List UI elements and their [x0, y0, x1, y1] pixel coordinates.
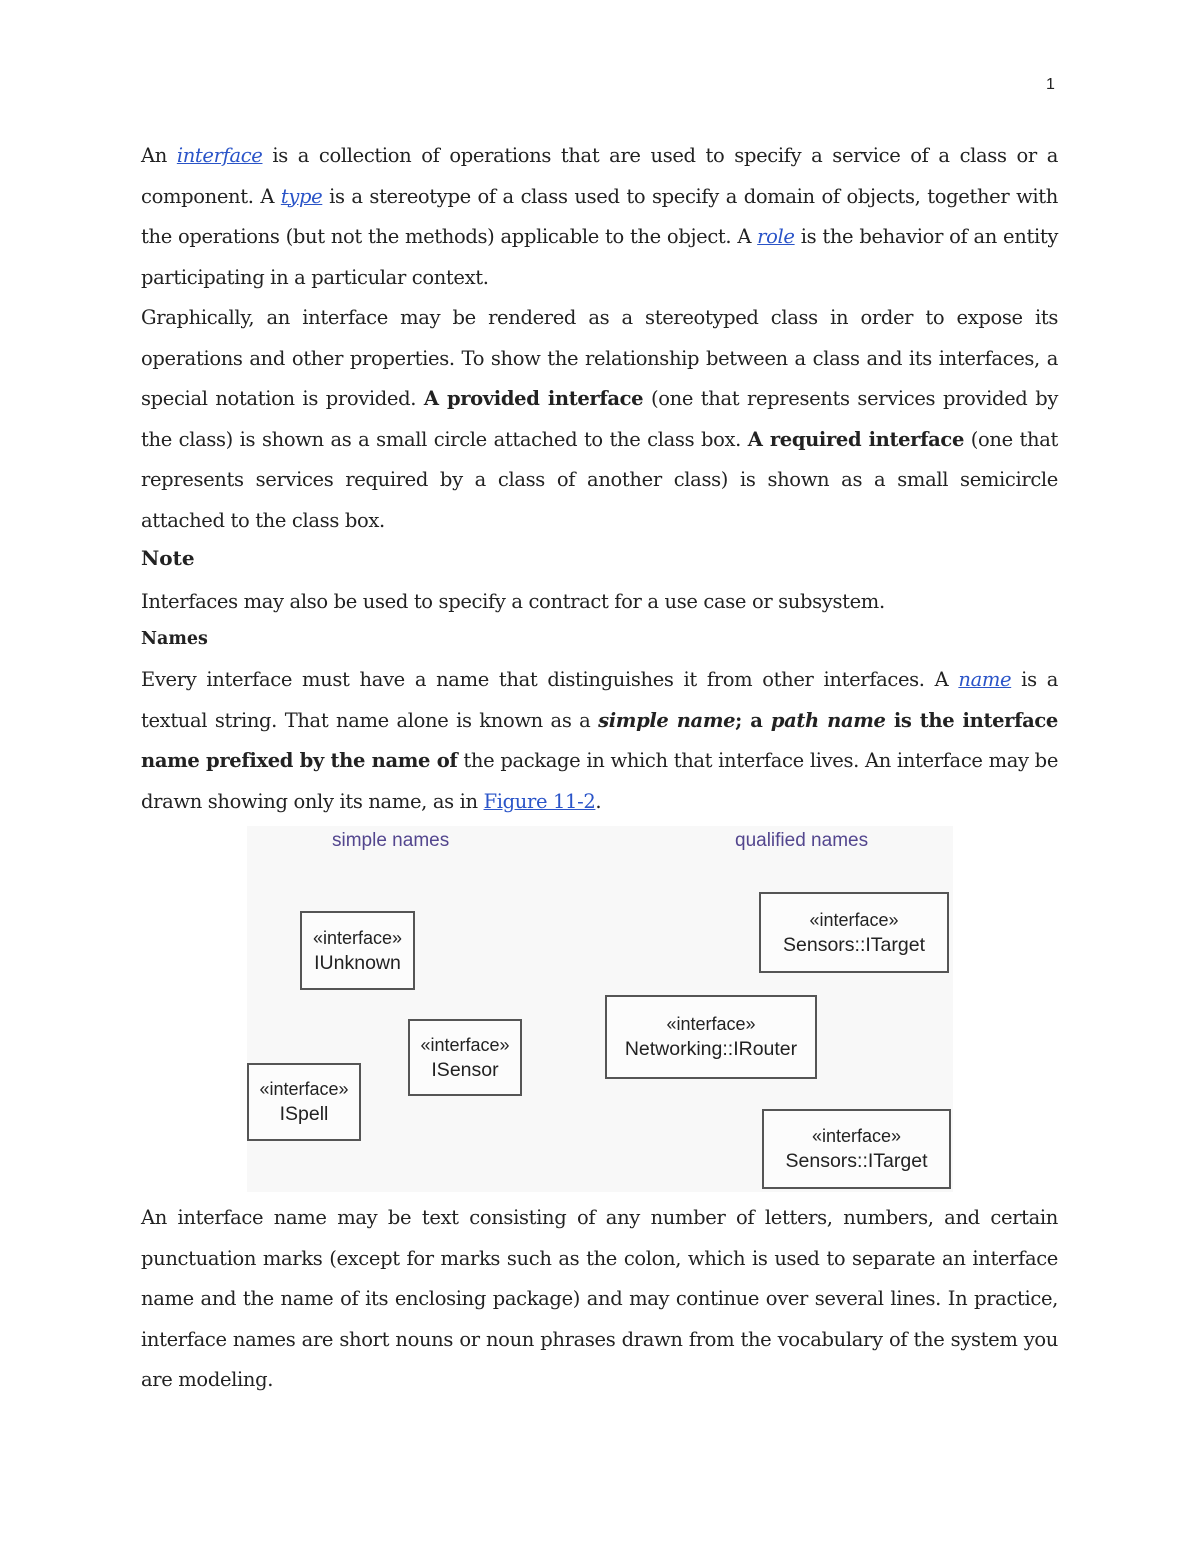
- provided-interface-term: A provided interface: [423, 387, 644, 410]
- paragraph-names: [141, 660, 1058, 822]
- stereotype-label: «interface»: [312, 927, 403, 948]
- sensors-itarget-interface-box: [759, 892, 949, 973]
- figure-11-2-link[interactable]: Figure 11-2: [483, 789, 596, 813]
- path-name-term: path name: [770, 708, 886, 732]
- para1-text-b: is a collection of operations that are used to specify a service of a class or a component. A: [141, 144, 1058, 208]
- para1-text-c: is a stereotype of a class used to specify a domain of objects, together with the operations (but not the methods) applicable to the object. A: [141, 184, 1059, 248]
- paragraph-interface-definition: [141, 136, 1058, 298]
- interface-name: Sensors::ITarget: [785, 1150, 928, 1172]
- para3-text-f: .: [595, 789, 602, 813]
- para2-text-c: (one that represents services required by a class of another class) is shown as a small semicircle attached to the class box.: [141, 427, 1058, 532]
- para3-text-e: the package in which that interface lives. An interface may be drawn showing only its name, as in: [141, 749, 1059, 813]
- para2-text-a: Graphically, an interface may be rendered as a stereotyped class in order to expose its operations and other properties. To show the relationship between a class and its interfaces, a special notation is provided.: [141, 306, 1058, 410]
- stereotype-label: «interface»: [666, 1014, 756, 1034]
- paragraph-name-rules: An interface name may be text consisting of any number of letters, numbers, and certain punctuation marks (except for marks such as the colon, which is used to separate an interface name and the name of its enclosing package) and may continue over several lines. In practice, interface names are short nouns or noun phrases drawn from the vocabulary of the system you are modeling.: [141, 1206, 1058, 1391]
- names-heading: Names: [141, 629, 208, 649]
- stereotype-label: «interface»: [420, 1034, 510, 1055]
- interface-names-figure: [247, 826, 953, 1192]
- note-heading: Note: [141, 546, 195, 570]
- page-number: 1: [1046, 76, 1055, 93]
- para1-text-a: An: [141, 144, 177, 167]
- role-term-link[interactable]: role: [757, 225, 795, 248]
- paragraph-graphical-rendering: [141, 298, 1058, 541]
- para3-text-c: ; a: [735, 708, 771, 732]
- required-interface-term: A required interface: [747, 427, 965, 451]
- simple-name-term: simple name: [598, 708, 736, 732]
- qualified-names-label: qualified names: [735, 830, 869, 851]
- interface-name: ISpell: [279, 1103, 329, 1125]
- interface-name: ISensor: [431, 1058, 499, 1081]
- sensors-itarget-interface-box-2: [762, 1109, 951, 1189]
- interface-term-link[interactable]: interface: [176, 144, 263, 167]
- para1-text-d: is the behavior of an entity participating in a particular context.: [141, 225, 1058, 289]
- para3-text-a: Every interface must have a name that distinguishes it from other interfaces. A: [141, 668, 959, 691]
- path-name-definition: is the interface name prefixed by the name of: [141, 708, 1058, 772]
- interface-name: Networking::IRouter: [624, 1038, 798, 1060]
- isensor-interface-box: [408, 1019, 522, 1096]
- interface-name: IUnknown: [314, 951, 401, 974]
- para2-text-b: (one that represents services provided by the class) is shown as a small circle attached to the class box.: [141, 387, 1058, 451]
- note-text: Interfaces may also be used to specify a contract for a use case or subsystem.: [141, 590, 885, 613]
- networking-irouter-interface-box: [605, 995, 817, 1079]
- ispell-interface-box: [247, 1063, 361, 1141]
- stereotype-label: «interface»: [259, 1079, 349, 1099]
- stereotype-label: «interface»: [811, 1126, 902, 1146]
- stereotype-label: «interface»: [809, 909, 899, 930]
- interface-name: Sensors::ITarget: [783, 933, 925, 956]
- simple-names-label: simple names: [332, 830, 450, 851]
- type-term-link[interactable]: type: [280, 184, 323, 208]
- iunknown-interface-box: [300, 911, 415, 990]
- para3-text-b: is a textual string. That name alone is known as a: [141, 668, 1058, 732]
- name-term-link[interactable]: name: [958, 668, 1012, 691]
